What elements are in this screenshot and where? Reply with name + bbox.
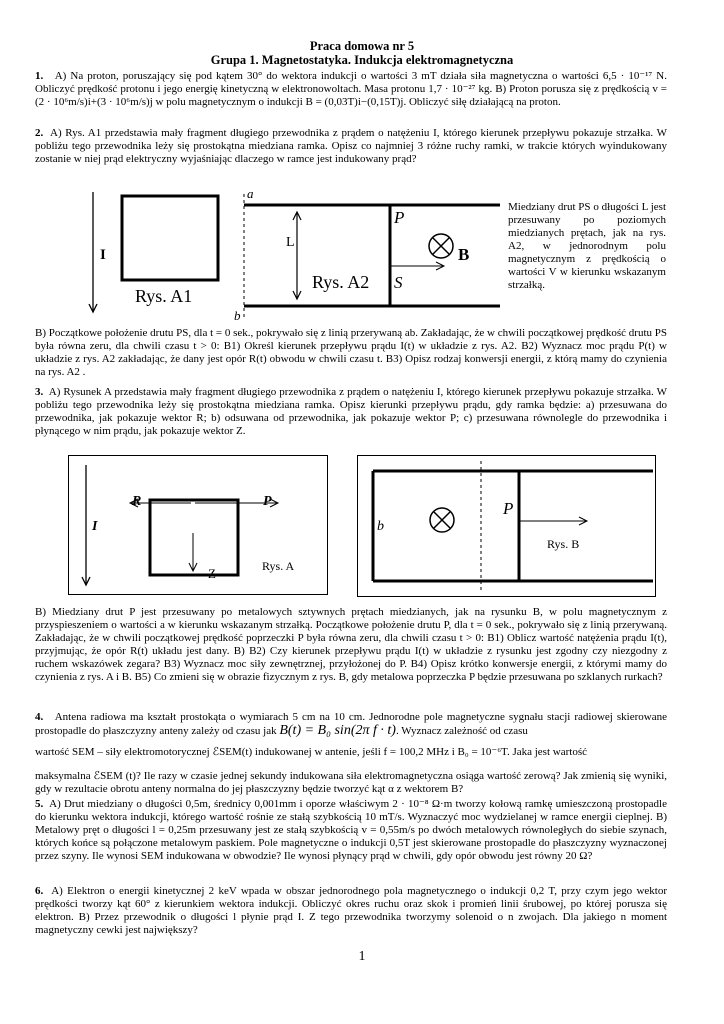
problem-1-text: A) Na proton, poruszający się pod kątem 30° do wektora indukcji o wartości 3 mT działa siła magnetyczna o wartości 6,5 · 10⁻¹⁷ N. Obliczyć prędkość protonu i jego energię kinetyczną w elektronowoltach. Masa protonu 1,7 · 10⁻²⁷ kg. B) Proton porusza się z prędkością v = (2 · 10⁶m/s)i+(3 · 10⁶m/s)j w polu magnetycznym o indukcji B = (0,03T)i−(0,15T)j. Obliczyć siłę działającą na proton. [35,70,667,108]
formula-b-of-t: B(t) = B₀ sin(2π f · t) [279,723,396,738]
problem-2-side-text: Miedziany drut PS o długości L jest przesuwany po poziomych miedzianych prętach, jak na rys. A2, w jednorodnym polu magnetycznym z prędkością o wartości V w kierunku wskazanym strzałką. [508,201,666,291]
label-p: P [394,208,405,227]
label-z: Z [208,566,216,581]
problem-number: 1. [35,70,44,82]
copper-frame [122,196,218,280]
label-s: S [394,273,403,292]
label-p: P [503,499,514,518]
problem-2 [35,127,667,166]
problem-4-text-end: . Wyznacz zależność od czasu [395,725,528,737]
copper-frame [150,500,238,575]
current-label: I [100,247,106,263]
problem-number: 4. [35,711,44,723]
label-a: a [247,186,254,201]
label-b: b [377,519,384,534]
figure-a2 [236,186,501,326]
problem-3b-text: B) Miedziany drut P jest przesuwany po metalowych sztywnych prętach miedzianych, jak na rysunku B, w polu magnetycznym z przyspieszeniem o wartości a w kierunku wskazanym strzałką. Początkowe położenie drutu P, dla t = 0 sek., pokrywało się z linią przerywaną. Zakładając, że w chwili początkowej prędkość poprzeczki P była równa zeru, dla chwili czasu t > 0: B1) Oblicz wartość natężenia prądu I(t), przyjmując, że opór R(t) układu jest dany. B) B2) Czy kierunek przepływu prądu I(t) w układzie z rysunku jest zgodny czy niezgodny z ruchem wskazówek zegara? B3) Wyznacz moc siły zewnętrznej, przyłożonej do P. B4) Opisz krótko konwersje energii, z którymi mamy do czynienia z rys. A i B. B5) Co zmieni się w obrazie fizycznym z rys. B, gdy metalowa poprzeczka P będzie przesuwana po szklanych rurkach? [35,606,667,683]
label-b: b [234,308,241,323]
figure-a2-label: Rys. A2 [312,272,370,292]
page-subtitle: Grupa 1. Magnetostatyka. Indukcja elektromagnetyczna [210,53,514,67]
problem-number: 6. [35,885,44,897]
figure-a [68,455,328,595]
figure-a1 [80,186,240,320]
figure-a-label: Rys. A [262,559,295,573]
page-number: 1 [358,949,366,964]
figure-a1-label: Rys. A1 [135,286,193,306]
problem-6-text: A) Elektron o energii kinetycznej 2 keV wpada w obszar jednorodnego pola magnetycznego o indukcji 0,2 T, przy czym jego wektor prędkości tworzy kąt 60° z kierunkiem wektora indukcji. Obliczyć okres ruchu oraz skok i promień linii śrubowej, po której porusza się elektron. B) Przez przewodnik o długości l płynie prąd I. Z tego przewodnika tworzymy solenoid o n zwojach. Dla jakiego n moment magnetyczny cewki jest największy? [35,885,667,936]
problem-2b-text: B) Początkowe położenie drutu PS, dla t = 0 sek., pokrywało się z linią przerywaną ab. Zakładając, że w chwili początkowej prędkość drutu PS była równa zeru, dla chwili czasu t > 0: B1) Określ kierunek przepływu prądu I(t) w układzie z rys. A2. B2) Wyznacz moc prądu P(t) w układzie z rys. A2 zakładając, że dany jest opór R(t) obwodu w chwili czasu t. B3) Opisz rodzaj konwersji energii, z którą mamy do czynienia na rys. A2 . [35,327,667,378]
problem-number: 2. [35,127,44,139]
figure-b [357,455,656,597]
problem-number: 5. [35,798,44,810]
problem-3 [35,386,667,438]
problem-5-text: A) Drut miedziany o długości 0,5m, średnicy 0,001mm i oporze właściwym 2 · 10⁻⁸ Ω·m tworzy kołową ramkę umieszczoną prostopadle do kierunku wektora indukcji, którego wartość rośnie ze stałą szybkością 10 mT/s. Wyznaczyć moc wydzielanej w ramce energii cieplnej. B) Metalowy pręt o długości l = 0,25m przesuwany jest ze stałą szybkością v = 0,55m/s po dwóch metalowych równoległych do siebie szynach, których końce są połączone metalowym paskiem. Pole magnetyczne o indukcji 0,5T jest skierowane prostopadle do płaszczyzny wyznaczonej przez szyny. Ile wynosi SEM indukowana w obwodzie? Ile wynosi płynący prąd w chwili, gdy opór obwodu jest równy 20 Ω? [35,798,667,862]
label-r: R [132,494,142,509]
problem-4-text: Antena radiowa ma kształt prostokąta o wymiarach 5 cm na 10 cm. Jednorodne pole magnetyczne sygnału stacji radiowej skierowane prostopadle do płaszczyzny anteny zależy od czasu jak [35,711,667,737]
label-i: I [92,519,98,534]
problem-4c-text: maksymalna ℰSEM (t)? Ile razy w czasie jednej sekundy indukowana siła elektromagnetyczna osiąga wartość zerową? Jak zmienią się wyniki, gdy w rezultacie obrotu anteny normalna do jej płaszczyzny będzie tworzyć kąt α z wektorem B? [35,770,667,795]
problem-4 [35,711,667,738]
figure-frame [358,456,656,597]
problem-6 [35,885,667,937]
problem-4b-text: wartość SEM – siły elektromotorycznej ℰSEM(t) indukowanej w antenie, jeśli f = 100,2 MHz i B₀ = 10⁻⁶T. Jaka jest wartość [35,746,587,758]
problem-3-text: A) Rysunek A przedstawia mały fragment długiego przewodnika z prądem o natężeniu I, którego kierunek przepływu pokazuje strzałka. W pobliżu tego przewodnika leży się prostokątna miedziana ramka. Opisz kierunki przepływu prądu, gdy ramka będzie: a) przesuwana do przewodnika, jak pokazuje wektor R; b) odsuwana od przewodnika, jak pokazuje wektor P; c) przesuwana równolegle do przewodnika i płynącego w nim prądu, jak pokazuje wektor Z. [35,386,667,437]
problem-5 [35,798,667,863]
problem-2-text: A) Rys. A1 przedstawia mały fragment długiego przewodnika z prądem o natężeniu I, którego kierunek przepływu pokazuje strzałka. W pobliżu tego przewodnika leży się prostokątna miedziana ramka. Opisz co najmniej 3 różne ruchy ramki, w trakcie których wyindukowany zostanie w niej prąd elektryczny wyjaśniając dlaczego w ramce jest indukowany prąd? [35,127,667,165]
label-field-b: B [458,245,470,264]
figure-b-label: Rys. B [547,537,580,551]
problem-number: 3. [35,386,44,398]
label-length: L [286,235,295,250]
page-title: Praca domowa nr 5 [309,39,415,53]
label-p: P [263,494,272,509]
problem-1 [35,70,667,109]
